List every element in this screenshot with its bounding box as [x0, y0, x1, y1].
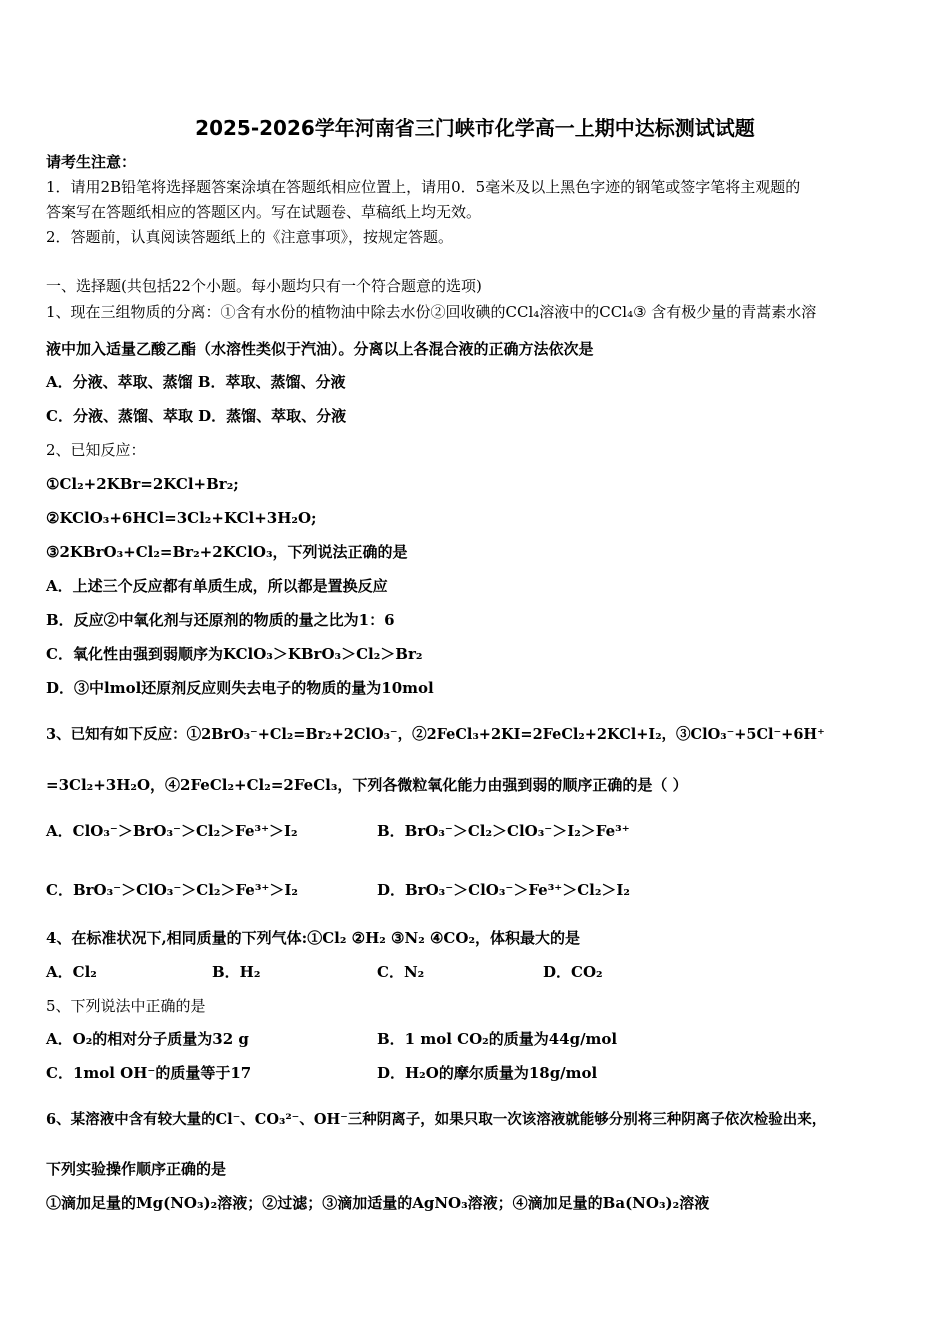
q6-steps: ①滴加足量的Mg(NO₃)₂溶液；②过滤；③滴加适量的AgNO₃溶液；④滴加足量的Ba(NO₃)₂溶液 — [46, 1194, 710, 1212]
q2-reaction-3: ③2KBrO₃+Cl₂=Br₂+2KClO₃，下列说法正确的是 — [46, 543, 408, 561]
q5-stem: 5、下列说法中正确的是 — [46, 997, 206, 1015]
q1-stem-line-1: 1、现在三组物质的分离：①含有水份的植物油中除去水份②回收碘的CCl₄溶液中的CCl₄③ 含有极少量的青蒿素水溶 — [46, 303, 817, 321]
q3-option-a: A．ClO₃⁻＞BrO₃⁻＞Cl₂＞Fe³⁺＞I₂ — [46, 822, 298, 840]
q3-option-c: C．BrO₃⁻＞ClO₃⁻＞Cl₂＞Fe³⁺＞I₂ — [46, 881, 298, 899]
q2-stem: 2、已知反应： — [46, 441, 146, 459]
q2-reaction-1: ①Cl₂+2KBr=2KCl+Br₂; — [46, 475, 239, 493]
notice-heading: 请考生注意： — [46, 153, 137, 171]
q2-option-d: D．③中lmol还原剂反应则失去电子的物质的量为10mol — [46, 679, 434, 697]
q5-option-c: C．1mol OH⁻的质量等于17 — [46, 1064, 252, 1082]
q1-options-cd: C．分液、蒸馏、萃取 D．蒸馏、萃取、分液 — [46, 407, 347, 425]
section-heading: 一、选择题(共包括22个小题。每小题均只有一个符合题意的选项) — [46, 277, 482, 295]
q1-options-ab: A．分液、萃取、蒸馏 B．萃取、蒸馏、分液 — [46, 373, 346, 391]
q4-option-a: A．Cl₂ — [46, 963, 97, 981]
q3-option-d: D．BrO₃⁻＞ClO₃⁻＞Fe³⁺＞Cl₂＞I₂ — [377, 881, 630, 899]
q5-option-a: A．O₂的相对分子质量为32 g — [46, 1030, 249, 1048]
q6-stem-line-2: 下列实验操作顺序正确的是 — [46, 1160, 227, 1178]
q3-stem-line-2: =3Cl₂+3H₂O，④2FeCl₂+Cl₂=2FeCl₃，下列各微粒氧化能力由强到弱的顺序正确的是（ ） — [46, 776, 688, 794]
q4-option-c: C．N₂ — [377, 963, 425, 981]
q3-option-b: B．BrO₃⁻＞Cl₂＞ClO₃⁻＞I₂＞Fe³⁺ — [377, 822, 630, 840]
q2-option-b: B．反应②中氧化剂与还原剂的物质的量之比为1：6 — [46, 611, 395, 629]
notice-line-3: 2．答题前，认真阅读答题纸上的《注意事项》，按规定答题。 — [46, 228, 454, 246]
q5-option-b: B．1 mol CO₂的质量为44g/mol — [377, 1030, 618, 1048]
q2-reaction-2: ②KClO₃+6HCl=3Cl₂+KCl+3H₂O; — [46, 509, 317, 527]
q3-stem-line-1: 3、已知有如下反应：①2BrO₃⁻+Cl₂=Br₂+2ClO₃⁻，②2FeCl₃+2KI=2FeCl₂+2KCl+I₂，③ClO₃⁻+5Cl⁻+6H⁺ — [46, 726, 825, 743]
notice-line-2: 答案写在答题纸相应的答题区内。写在试题卷、草稿纸上均无效。 — [46, 203, 482, 221]
q2-option-c: C．氧化性由强到弱顺序为KClO₃＞KBrO₃＞Cl₂＞Br₂ — [46, 645, 423, 663]
q1-stem-line-2: 液中加入适量乙酸乙酯（水溶性类似于汽油）。分离以上各混合液的正确方法依次是 — [46, 340, 594, 358]
q5-option-d: D．H₂O的摩尔质量为18g/mol — [377, 1064, 598, 1082]
notice-line-1: 1．请用2B铅笔将选择题答案涂填在答题纸相应位置上，请用0．5毫米及以上黑色字迹的钢笔或签字笔将主观题的 — [46, 178, 801, 196]
q2-option-a: A．上述三个反应都有单质生成，所以都是置换反应 — [46, 577, 388, 595]
page-title: 2025-2026学年河南省三门峡市化学高一上期中达标测试试题 — [195, 116, 755, 140]
q4-option-b: B．H₂ — [212, 963, 261, 981]
q6-stem-line-1: 6、某溶液中含有较大量的Cl⁻、CO₃²⁻、OH⁻三种阴离子，如果只取一次该溶液就能够分别将三种阴离子依次检验出来， — [46, 1111, 827, 1128]
q4-option-d: D．CO₂ — [543, 963, 603, 981]
q4-stem: 4、在标准状况下,相同质量的下列气体:①Cl₂ ②H₂ ③N₂ ④CO₂，体积最大的是 — [46, 929, 581, 947]
